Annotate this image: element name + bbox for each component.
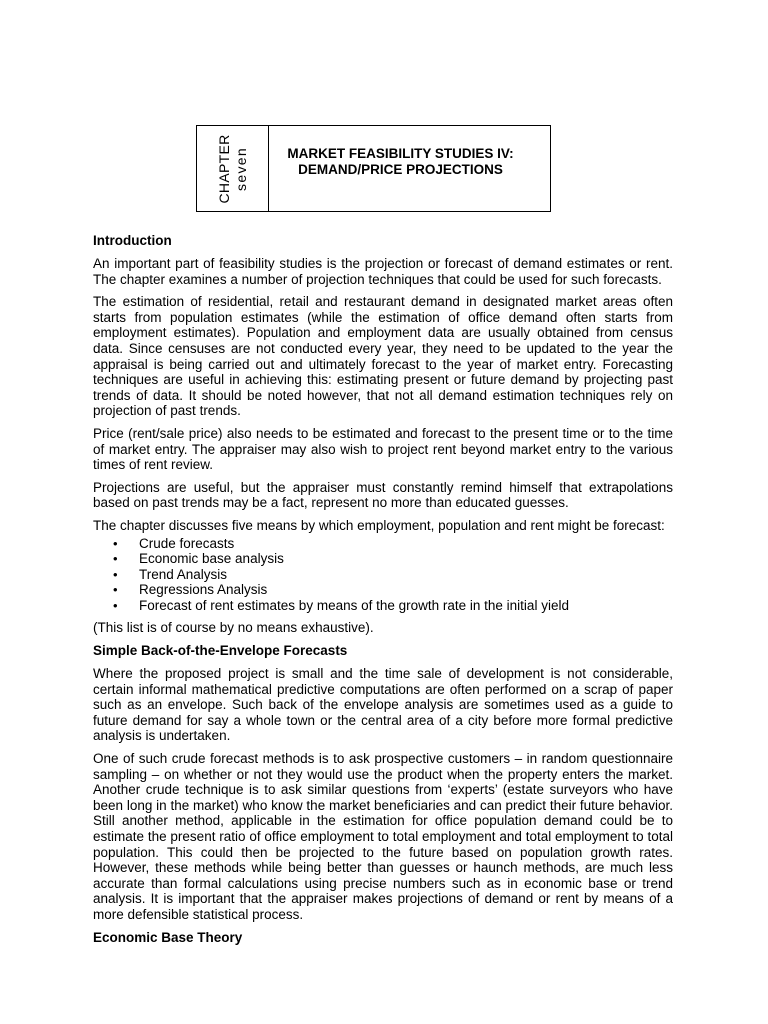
chapter-title-line-2: DEMAND/PRICE PROJECTIONS: [298, 162, 503, 177]
chapter-word: CHAPTER: [215, 134, 232, 203]
list-item: [93, 536, 673, 552]
list-item: [93, 598, 673, 614]
bullet-icon: •: [113, 535, 118, 551]
bullet-icon: •: [113, 551, 118, 567]
paragraph: Price (rent/sale price) also needs to be estimated and forecast to the present time or to the time of market entry. The appraiser may also wish to project rent beyond market entry to the various times of rent review.: [93, 425, 673, 473]
list-item-text: Regressions Analysis: [139, 582, 268, 598]
list-item: [93, 567, 673, 583]
list-item: [93, 582, 673, 598]
document-body: [93, 233, 673, 953]
paragraph: Where the proposed project is small and the time sale of development is not considerable, certain informal mathematical predictive computations are often performed on a scrap of paper such as an envelope. Such back of the envelope analysis are sometimes used as a guide to future demand for say a whole town or the central area of a city before more formal predictive analysis is undertaken.: [93, 666, 673, 744]
list-item-text: Trend Analysis: [139, 566, 228, 582]
bullet-icon: •: [113, 582, 118, 598]
paragraph: The chapter discusses five means by which employment, population and rent might be forecast:: [93, 517, 665, 533]
paragraph: An important part of feasibility studies is the projection or forecast of demand estimates or rent. The chapter examines a number of projection techniques that could be used for such forecasts.: [93, 256, 673, 287]
chapter-label: [216, 134, 250, 203]
list-item-text: Crude forecasts: [139, 535, 235, 551]
bullet-icon: •: [113, 566, 118, 582]
chapter-label-cell: [197, 126, 269, 211]
paragraph: (This list is of course by no means exhaustive).: [93, 620, 374, 636]
list-item-text: Forecast of rent estimates by means of the growth rate in the initial yield: [139, 597, 569, 613]
chapter-title-line-1: MARKET FEASIBILITY STUDIES IV:: [287, 146, 514, 161]
chapter-title: [269, 126, 550, 211]
bullet-icon: •: [113, 597, 118, 613]
forecast-methods-list: [93, 536, 673, 614]
paragraph: Projections are useful, but the appraiser must constantly remind himself that extrapolations based on past trends may be a fact, represent no more than educated guesses.: [93, 479, 673, 511]
list-item-text: Economic base analysis: [139, 551, 284, 567]
section-heading-introduction: Introduction: [93, 233, 172, 248]
paragraph: The estimation of residential, retail and restaurant demand in designated market areas often starts from population estimates (while the estimation of office demand often starts from employment estimates). Population and employment data are usually obtained from census data. Since censuses are not conducted every year, they need to be updated to the year the appraisal is being carried out and ultimately forecast to the year of market entry. Forecasting techniques are useful in achieving this: estimating present or future demand by projecting past trends of data. It should be noted however, that not all demand estimation techniques rely on projection of past trends.: [93, 294, 673, 419]
list-item: [93, 551, 673, 567]
section-heading-envelope-forecasts: Simple Back-of-the-Envelope Forecasts: [93, 643, 348, 659]
chapter-number-word: seven: [232, 146, 249, 191]
paragraph: One of such crude forecast methods is to ask prospective customers – in random questionnaire sampling – on whether or not they would use the product when the property enters the market. Another crude technique is to ask similar questions from ‘experts’ (estate surveyors who have been long in the market) who know the market beneficiaries and can predict their future behavior. Still another method, applicable in the estimation for office population demand could be to estimate the present ratio of office employment to total employment and total employment to total population. This could then be projected to the future based on population growth rates. However, these methods while being better than guesses or haunch methods, are much less accurate than formal calculations using precise numbers such as in economic base or trend analysis. It is important that the appraiser makes projections of demand or rent by means of a more defensible statistical process.: [93, 751, 673, 922]
section-heading-economic-base-theory: Economic Base Theory: [93, 929, 243, 945]
chapter-header-box: [196, 125, 551, 212]
